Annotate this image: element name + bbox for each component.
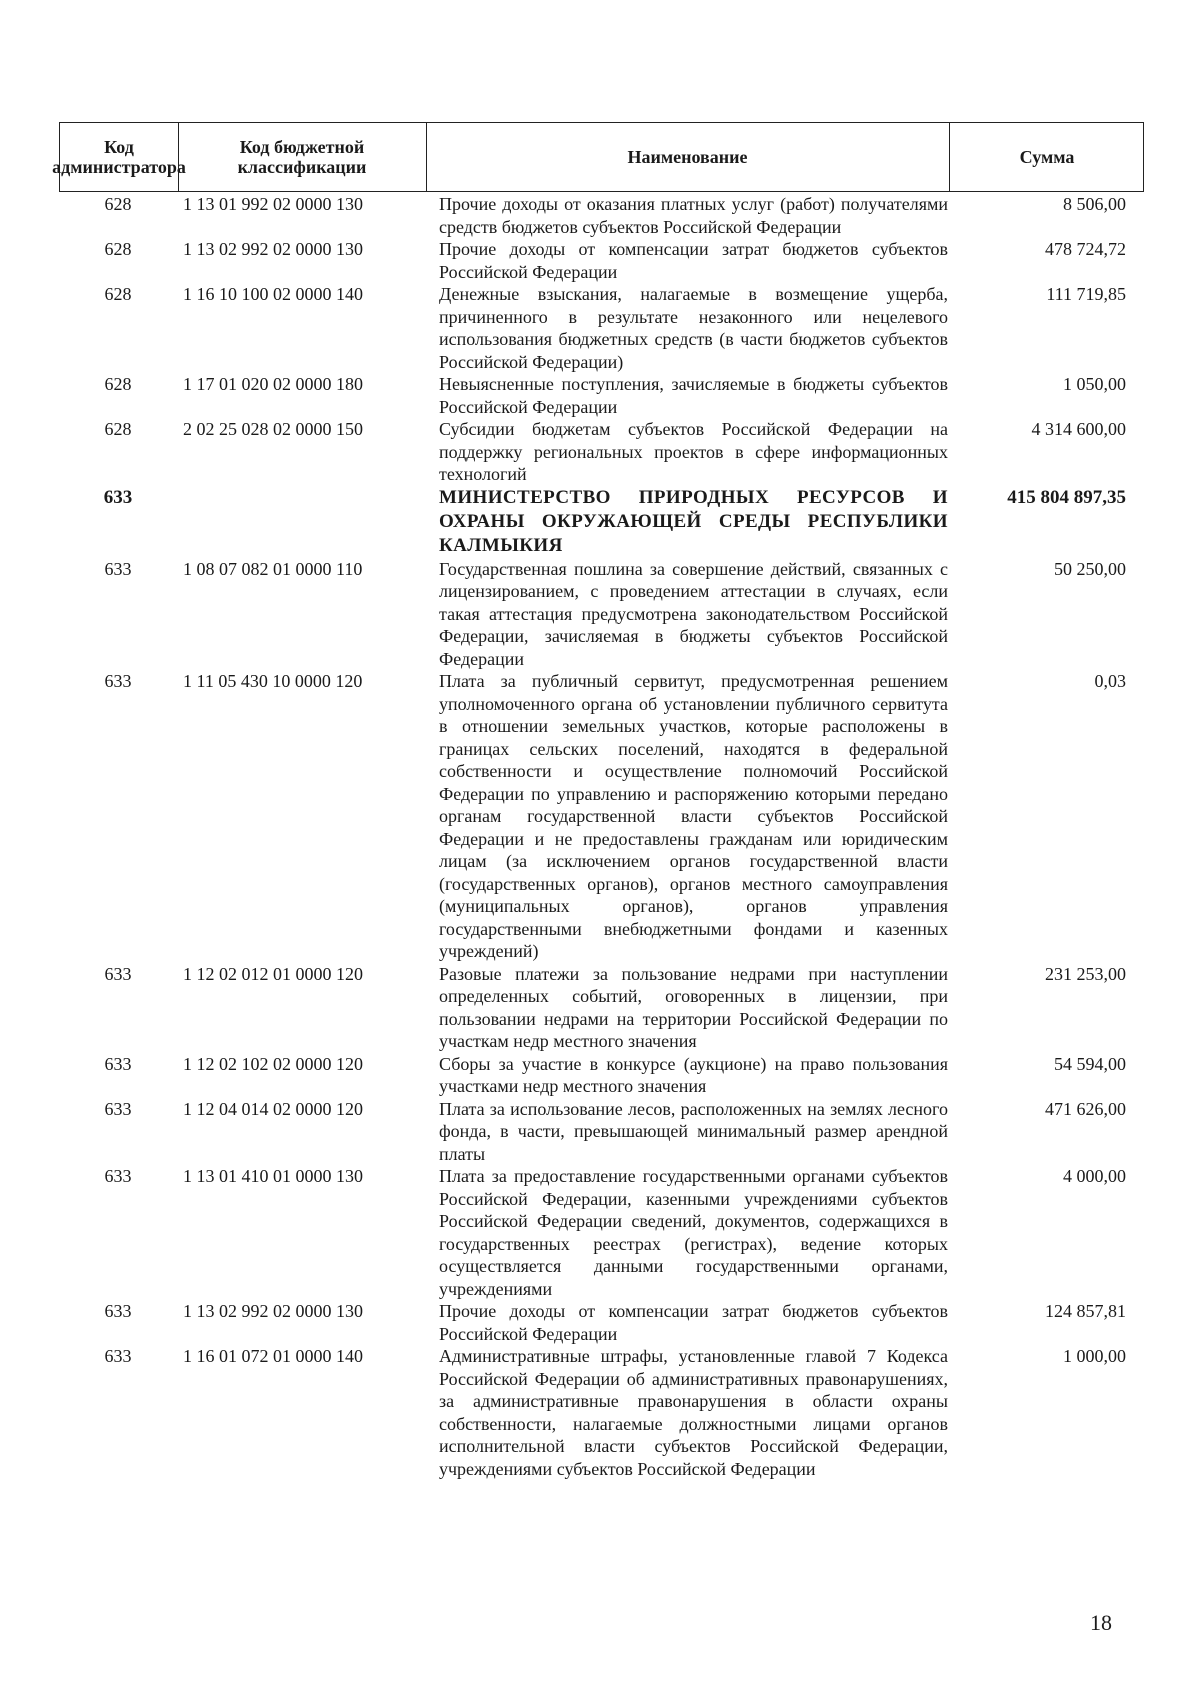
kbk-cell: 1 12 02 012 01 0000 120 (183, 963, 363, 984)
kbk-cell: 1 13 02 992 02 0000 130 (183, 1301, 363, 1321)
kbk-cell: 1 08 07 082 01 0000 110 (183, 558, 363, 579)
admin-code-cell: 633 (104, 1053, 132, 1074)
kbk-cell: 1 16 01 072 01 0000 140 (183, 1346, 363, 1366)
admin-code-cell: 628 (104, 284, 132, 304)
table-row (59, 1345, 1144, 1480)
table-row (59, 1165, 1144, 1300)
table-row (59, 283, 1144, 373)
name-cell: Прочие доходы от оказания платных услуг (работ) получателями средств бюджетов субъектов Российской Федерации (439, 194, 948, 237)
sum-cell: 54 594,00 (1054, 1053, 1126, 1074)
admin-code-cell: 633 (104, 1098, 132, 1119)
name-cell: МИНИСТЕРСТВО ПРИРОДНЫХ РЕСУРСОВ И ОХРАНЫ ОКРУЖАЮЩЕЙ СРЕДЫ РЕСПУБЛИКИ КАЛМЫКИЯ (439, 486, 948, 556)
sum-cell: 8 506,00 (1063, 194, 1126, 214)
sum-cell: 0,03 (1094, 671, 1126, 691)
name-cell: Невыясненные поступления, зачисляемые в бюджеты субъектов Российской Федерации (439, 374, 948, 417)
sum-cell: 111 719,85 (1046, 284, 1126, 304)
name-cell: Разовые платежи за пользование недрами при наступлении определенных событий, оговоренных в лицензии, при пользовании недрами на территории Российской Федерации по участкам недр местного значения (439, 963, 948, 1051)
table-row (59, 558, 1144, 671)
sum-cell: 415 804 897,35 (1007, 486, 1126, 508)
sum-cell: 231 253,00 (1045, 963, 1126, 984)
kbk-cell: 1 13 01 992 02 0000 130 (183, 194, 363, 214)
name-cell: Плата за использование лесов, расположенных на землях лесного фонда, в части, превышающей минимальный размер арендной платы (439, 1098, 948, 1164)
admin-code-cell: 633 (104, 558, 132, 579)
sum-cell: 124 857,81 (1045, 1301, 1126, 1321)
table-row (59, 670, 1144, 963)
name-cell: Сборы за участие в конкурсе (аукционе) на право пользования участками недр местного значения (439, 1053, 948, 1096)
name-cell: Субсидии бюджетам субъектов Российской Федерации на поддержку региональных проектов в сфере информационных технологий (439, 419, 948, 484)
table-row (59, 373, 1144, 418)
admin-code-cell: 633 (104, 671, 132, 691)
admin-code-cell: 633 (104, 963, 132, 984)
sum-cell: 471 626,00 (1045, 1098, 1126, 1119)
kbk-cell: 2 02 25 028 02 0000 150 (183, 419, 363, 439)
header-kbk: Код бюджетной классификации (237, 137, 367, 177)
table-row (59, 418, 1144, 486)
header-sum: Сумма (1019, 147, 1075, 167)
name-cell: Денежные взыскания, налагаемые в возмещение ущерба, причиненного в результате незаконного или нецелевого использования бюджетных средств (в части бюджетов субъектов Российской Федерации) (439, 284, 948, 372)
sum-cell: 50 250,00 (1054, 558, 1126, 579)
name-cell: Административные штрафы, установленные главой 7 Кодекса Российской Федерации об административных правонарушениях, за административные правонарушения в области охраны собственности, налагаемые должностными лицами органов исполнительной власти субъектов Российской Федерации, учреждениями субъектов Российской Федерации (439, 1346, 948, 1479)
page-number: 18 (1090, 1610, 1112, 1635)
header-admin-code: Код администратора (52, 137, 186, 177)
sum-cell: 478 724,72 (1045, 239, 1126, 259)
name-cell: Прочие доходы от компенсации затрат бюджетов субъектов Российской Федерации (439, 1301, 948, 1344)
admin-code-cell: 633 (104, 1346, 132, 1366)
kbk-cell: 1 11 05 430 10 0000 120 (183, 671, 363, 691)
sum-cell: 4 000,00 (1063, 1166, 1126, 1186)
kbk-cell: 1 12 04 014 02 0000 120 (183, 1098, 363, 1119)
table-row (59, 1053, 1144, 1098)
table-body (59, 193, 1144, 1480)
name-cell: Прочие доходы от компенсации затрат бюджетов субъектов Российской Федерации (439, 239, 948, 282)
name-cell: Государственная пошлина за совершение действий, связанных с лицензированием, с проведением аттестации в случаях, если такая аттестация предусмотрена законодательством Российской Федерации, зачисляемая в бюджеты субъектов Российской Федерации (439, 558, 948, 669)
admin-code-cell: 628 (104, 239, 132, 259)
sum-cell: 1 000,00 (1063, 1346, 1126, 1366)
table-row (59, 963, 1144, 1053)
sum-cell: 4 314 600,00 (1031, 419, 1126, 439)
kbk-cell: 1 13 02 992 02 0000 130 (183, 239, 363, 259)
admin-code-cell: 628 (104, 374, 132, 394)
table-row (59, 1098, 1144, 1166)
name-cell: Плата за публичный сервитут, предусмотренная решением уполномоченного органа об установлении публичного сервитута в отношении земельных участков, которые расположены в границах сельских поселений, находятся в федеральной собственности и осуществление полномочий Российской Федерации по управлению и распоряжению которыми передано органам государственной власти субъектов Российской Федерации и не предоставлены гражданам или юридическим лицам (за исключением органов государственной власти (государственных органов), органов местного самоуправления (муниципальных органов), органов управления государственными внебюджетными фондами и казенных учреждений) (439, 671, 948, 961)
admin-code-cell: 633 (104, 1166, 132, 1186)
table-row (59, 193, 1144, 238)
kbk-cell: 1 12 02 102 02 0000 120 (183, 1053, 363, 1074)
table-row (59, 238, 1144, 283)
kbk-cell: 1 17 01 020 02 0000 180 (183, 374, 363, 394)
sum-cell: 1 050,00 (1063, 374, 1126, 394)
name-cell: Плата за предоставление государственными органами субъектов Российской Федерации, казенными учреждениями субъектов Российской Федерации сведений, документов, содержащихся в государственных реестрах (регистрах), ведение которых осуществляется данными государственными органами, учреждениями (439, 1166, 948, 1299)
admin-code-cell: 628 (104, 419, 132, 439)
admin-code-cell: 633 (104, 1301, 132, 1321)
kbk-cell: 1 13 01 410 01 0000 130 (183, 1166, 363, 1186)
table-header (52, 122, 1144, 192)
admin-code-cell: 628 (104, 194, 132, 214)
kbk-cell (177, 486, 425, 558)
admin-code-cell: 633 (103, 486, 133, 508)
header-name: Наименование (627, 147, 748, 167)
table-section-row (59, 486, 1144, 558)
table-row (59, 1300, 1144, 1345)
kbk-cell: 1 16 10 100 02 0000 140 (183, 284, 363, 304)
